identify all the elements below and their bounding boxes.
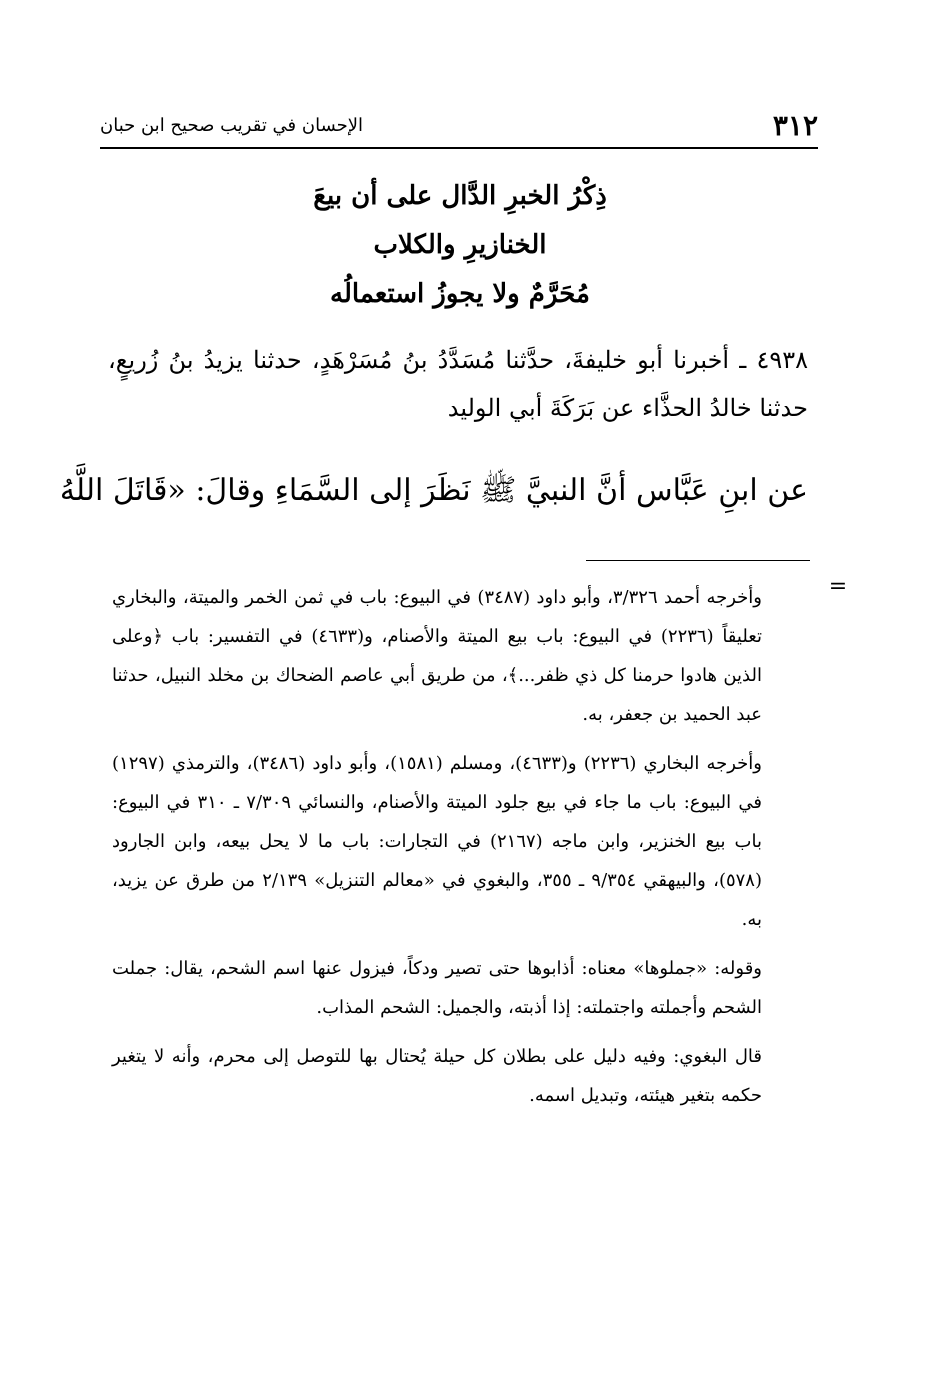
section-title (150, 172, 770, 319)
footnote-paragraph: وأخرجه البخاري (٢٢٣٦) و(٤٦٣٣)، ومسلم (١٥٨١)، وأبو داود (٣٤٨٦)، والترمذي (١٢٩٧) في البيوع: باب ما جاء في بيع جلود الميتة والأصنام، والنسائي ٧/٣٠٩ ـ ٣١٠ في البيوع: باب بيع الخنزير، وابن ماجه (٢١٦٧) في التجارات: باب ما لا يحل بيعه، وابن الجارود (٥٧٨)، والبيهقي ٩/٣٥٤ ـ ٣٥٥، والبغوي في «معالم التنزيل» ٢/١٣٩ من طرق عن يزيد، به. (112, 753, 763, 930)
page-number: ٣١٢ (772, 108, 818, 142)
section-title-line: مُحَرَّمٌ ولا يجوزُ استعمالُه (330, 279, 590, 309)
hadith-isnad: ٤٩٣٨ ـ أخبرنا أبو خليفةَ، حدَّثنا مُسَدَّدُ بنُ مُسَرْهَدٍ، حدثنا يزيدُ بنُ زُريعٍ، حدثنا خالدُ الحذَّاء عن بَرَكَةَ أبي الوليد (108, 346, 808, 422)
footnote-separator (586, 560, 810, 561)
footnote-paragraph: وأخرجه أحمد ٣/٣٢٦، وأبو داود (٣٤٨٧) في البيوع: باب في ثمن الخمر والميتة، والبخاري تعليقاً (٢٢٣٦) في البيوع: باب بيع الميتة والأصنام، و(٤٦٣٣) في التفسير: باب ﴿وعلى الذين هادوا حرمنا كل ذي ظفر...﴾، من طريق أبي عاصم الضحاك بن مخلد النبيل، حدثنا عبد الحميد بن جعفر، به. (112, 587, 762, 725)
section-title-line: الخنازيرِ والكلاب (373, 230, 547, 260)
continuation-mark: = (828, 574, 848, 599)
hadith-matn: عن ابنِ عَبَّاس أنَّ النبيَّ ﷺ نَظَرَ إلى السَّمَاءِ وقالَ: «قَاتَلَ اللَّهُ (59, 473, 808, 508)
footnotes (112, 578, 762, 1115)
running-title: الإحسان في تقريب صحيح ابن حبان (100, 114, 364, 136)
page-header (100, 108, 818, 142)
header-rule (100, 147, 818, 149)
footnote-paragraph: قال البغوي: وفيه دليل على بطلان كل حيلة يُحتال بها للتوصل إلى محرم، وأنه لا يتغير حكمه بتغير هيئته، وتبديل اسمه. (112, 1046, 762, 1106)
section-title-line: ذِكْرُ الخبرِ الدَّال على أن بيعَ (313, 181, 607, 211)
footnote-paragraph: وقوله: «جملوها» معناه: أذابوها حتى تصير ودكاً، فيزول عنها اسم الشحم، يقال: جملت الشحم وأجملته واجتملته: إذا أذبته، والجميل: الشحم المذاب. (112, 958, 762, 1018)
